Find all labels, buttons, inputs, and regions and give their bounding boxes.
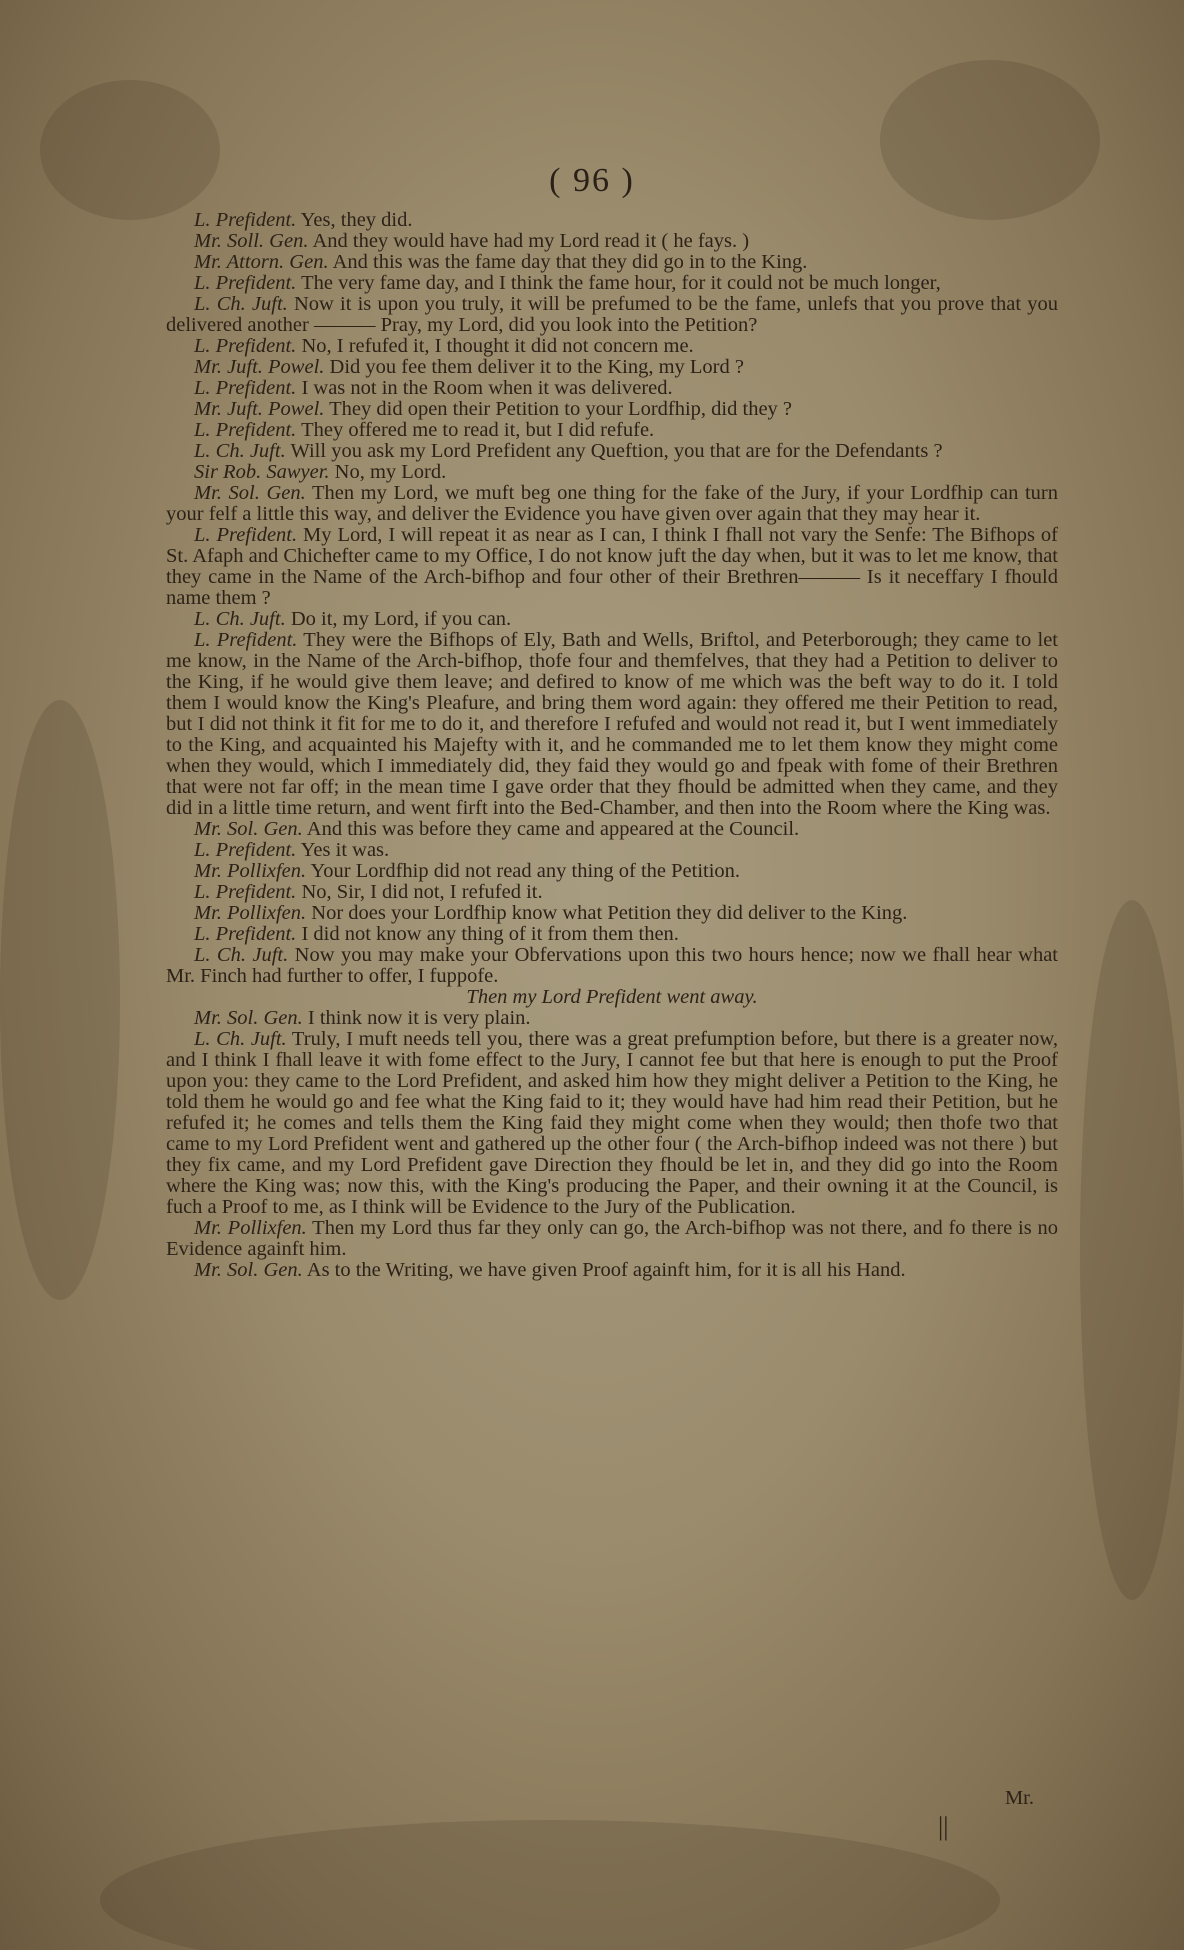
- speech-text: Will you ask my Lord Prefident any Queftion, you that are for the Defendants ?: [285, 440, 943, 462]
- speech-paragraph: [166, 525, 1058, 609]
- speech-text: Then my Lord thus far they only can go, the Arch-bifhop was not there, and fo there is no Evidence againft him.: [166, 1217, 1058, 1260]
- speaker-name: L. Prefident.: [194, 524, 298, 546]
- speech-text: Nor does your Lordfhip know what Petition they did deliver to the King.: [306, 902, 908, 924]
- speech-text: Your Lordfhip did not read any thing of the Petition.: [306, 860, 741, 882]
- speech-paragraph: [166, 294, 1058, 336]
- stage-direction: Then my Lord Prefident went away.: [466, 986, 758, 1008]
- speaker-name: L. Ch. Juft.: [194, 944, 289, 966]
- speech-paragraph: [166, 210, 1058, 231]
- speech-paragraph: [166, 336, 1058, 357]
- catchword: Mr.: [1004, 1787, 1034, 1809]
- speaker-name: Mr. Sol. Gen.: [194, 1259, 303, 1281]
- speaker-name: Mr. Pollixfen.: [194, 1217, 307, 1239]
- speaker-name: Sir Rob. Sawyer.: [194, 461, 330, 483]
- bottom-mark: ||: [938, 1812, 949, 1841]
- speaker-name: Mr. Sol. Gen.: [194, 482, 306, 504]
- speaker-name: L. Ch. Juft.: [194, 608, 286, 630]
- speech-paragraph: [166, 1008, 1058, 1029]
- speech-text: Yes, they did.: [296, 209, 413, 231]
- speech-text: They did open their Petition to your Lordfhip, did they ?: [324, 398, 793, 420]
- speech-paragraph: [166, 483, 1058, 525]
- speech-text: I think now it is very plain.: [302, 1007, 531, 1029]
- speaker-name: L. Prefident.: [194, 377, 297, 399]
- speech-paragraph: [166, 399, 1058, 420]
- speaker-name: L. Prefident.: [194, 209, 297, 231]
- speech-text: Now it is upon you truly, it will be prefumed to be the fame, unlefs that you prove that you delivered another ——— Pray, my Lord, did you look into the Petition?: [166, 293, 1058, 336]
- speech-paragraph: [166, 252, 1058, 273]
- speaker-name: L. Ch. Juft.: [194, 440, 286, 462]
- paper-stain: [100, 1820, 1000, 1950]
- paper-stain: [1080, 900, 1184, 1600]
- speech-text: And they would have had my Lord read it ( he fays. ): [308, 230, 750, 252]
- speech-paragraph: [166, 357, 1058, 378]
- speech-text: No, my Lord.: [329, 461, 447, 483]
- speech-text: Truly, I muft needs tell you, there was a great prefumption before, but there is a greater now, and I think I fhall leave it with fome effect to the Jury, I cannot fee but that here is enough to put the Proof upon you: they came to the Lord Prefident, and asked him how they might deliver a Petition to the King, he told them he would go and fee what the King faid to it; they would have had him read their Petition, but he refufed it; he comes and tells them the King faid they might come when they would; then thofe two that came to my Lord Prefident went and gathered up the other four ( the Arch-bifhop indeed was not there ) but they fix came, and my Lord Prefident gave Direction they fhould be let in, and they did go into the Room where the King was; now this, with the King's producing the Paper, and their owning it at the Council, is fuch a Proof to me, as I think will be Evidence to the Jury of the Publication.: [166, 1028, 1058, 1218]
- speech-paragraph: [166, 861, 1058, 882]
- speech-paragraph: [166, 378, 1058, 399]
- speaker-name: Mr. Juft. Powel.: [194, 398, 325, 420]
- speaker-name: L. Prefident.: [194, 923, 297, 945]
- speaker-name: Mr. Sol. Gen.: [194, 1007, 303, 1029]
- speech-text: And this was the fame day that they did go in to the King.: [328, 251, 808, 273]
- dialogue-block-1: [166, 210, 1058, 987]
- speech-paragraph: [166, 273, 1058, 294]
- speech-paragraph: [166, 840, 1058, 861]
- speaker-name: Mr. Pollixfen.: [194, 902, 307, 924]
- speech-paragraph: [166, 1029, 1058, 1218]
- speech-paragraph: [166, 441, 1058, 462]
- speech-paragraph: [166, 630, 1058, 819]
- speech-paragraph: [166, 231, 1058, 252]
- transcript-body: [166, 210, 1058, 1281]
- speech-text: No, Sir, I did not, I refufed it.: [296, 881, 543, 903]
- speech-text: Did you fee them deliver it to the King, my Lord ?: [324, 356, 744, 378]
- speaker-name: Mr. Attorn. Gen.: [194, 251, 329, 273]
- speech-paragraph: [166, 924, 1058, 945]
- speech-paragraph: [166, 1260, 988, 1281]
- speaker-name: L. Prefident.: [194, 419, 297, 441]
- speaker-name: Mr. Sol. Gen.: [194, 818, 303, 840]
- paper-stain: [0, 700, 120, 1300]
- speech-text: Then my Lord, we muft beg one thing for the fake of the Jury, if your Lordfhip can turn your felf a little this way, and deliver the Evidence you have given over again that they may hear it.: [166, 482, 1058, 525]
- speaker-name: L. Prefident.: [194, 839, 297, 861]
- speech-text: My Lord, I will repeat it as near as I can, I think I fhall not vary the Senfe: The Bifhops of St. Afaph and Chichefter came to my Office, I do not know juft the day when, but it was to let me know, that they came in the Name of the Arch-bifhop and four other of their Brethren——— Is it neceffary I fhould name them ?: [166, 524, 1058, 609]
- speech-text: Do it, my Lord, if you can.: [285, 608, 512, 630]
- speaker-name: Mr. Pollixfen.: [194, 860, 307, 882]
- speech-paragraph: [166, 1218, 1058, 1260]
- speech-text: They were the Bifhops of Ely, Bath and Wells, Briftol, and Peterborough; they came to let me know, in the Name of the Arch-bifhop, thofe four and themfelves, that they had a Petition to deliver to the King, if he would give them leave; and defired to know of me which was the beft way to do it. I told them I would know the King's Pleafure, and bring them word again: they offered me their Petition to read, but I did not think it fit for me to do it, and therefore I refufed and would not read it, but I went immediately to the King, and acquainted his Majefty with it, and he commanded me to let them know they might come when they would, which I immediately did, they faid they would go and fpeak with fome of their Brethren that were not far off; in the mean time I gave order that they fhould be admitted when they came, and they did in a little time return, and went firft into the Bed-Chamber, and then into the Room where the King was.: [166, 629, 1058, 819]
- speaker-name: L. Prefident.: [194, 272, 297, 294]
- speaker-name: L. Prefident.: [194, 881, 297, 903]
- speaker-name: L. Prefident.: [194, 629, 298, 651]
- speech-text: As to the Writing, we have given Proof againft him, for it is all his Hand.: [302, 1259, 906, 1281]
- speech-text: No, I refufed it, I thought it did not concern me.: [296, 335, 694, 357]
- speaker-name: Mr. Soll. Gen.: [194, 230, 309, 252]
- speech-paragraph: [166, 903, 1058, 924]
- speech-text: Now you may make your Obfervations upon this two hours hence; now we fhall hear what Mr. Finch had further to offer, I fuppofe.: [166, 944, 1058, 987]
- speech-text: Yes it was.: [296, 839, 390, 861]
- speaker-name: L. Ch. Juft.: [194, 293, 288, 315]
- speech-paragraph: [166, 882, 1058, 903]
- speech-text: And this was before they came and appeared at the Council.: [302, 818, 800, 840]
- speech-text: I was not in the Room when it was delivered.: [296, 377, 673, 399]
- speaker-name: Mr. Juft. Powel.: [194, 356, 325, 378]
- speech-paragraph: [166, 609, 1058, 630]
- speech-paragraph: [166, 945, 1058, 987]
- speech-paragraph: [166, 462, 1058, 483]
- speech-paragraph: [166, 420, 1058, 441]
- speaker-name: L. Prefident.: [194, 335, 297, 357]
- speech-text: I did not know any thing of it from them then.: [296, 923, 679, 945]
- speech-paragraph: [166, 819, 1058, 840]
- speech-text: The very fame day, and I think the fame hour, for it could not be much longer,: [296, 272, 941, 294]
- page-number: ( 96 ): [549, 162, 635, 199]
- speech-text: They offered me to read it, but I did refufe.: [296, 419, 655, 441]
- dialogue-block-2: [166, 1008, 1058, 1281]
- speaker-name: L. Ch. Juft.: [194, 1028, 287, 1050]
